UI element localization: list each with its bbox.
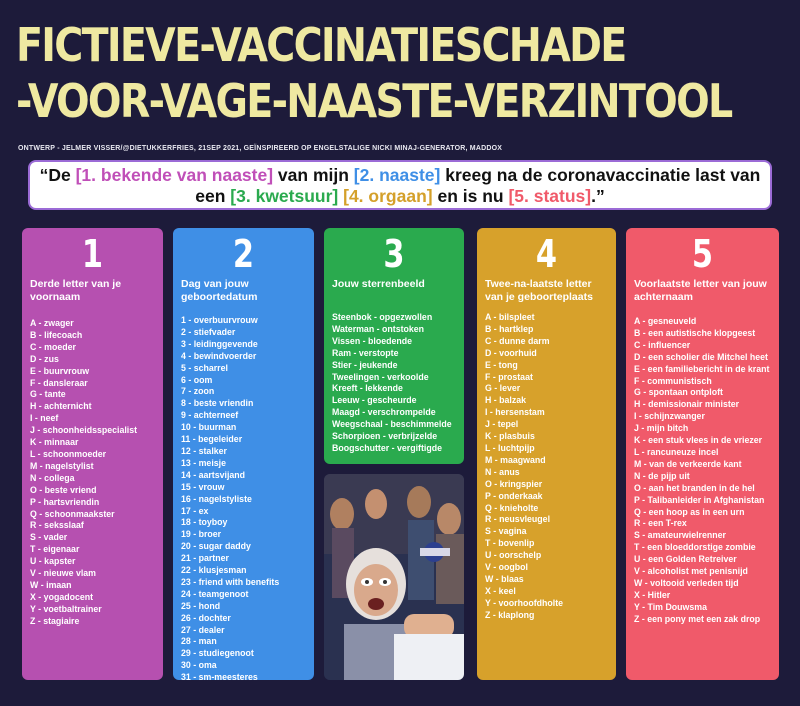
list-item: 24 - teamgenoot bbox=[181, 588, 249, 599]
list-item: I - hersenstam bbox=[485, 407, 545, 418]
list-item: M - maagwand bbox=[485, 454, 546, 465]
list-item: G - spontaan ontploft bbox=[634, 387, 723, 398]
list-item: Boogschutter - vergiftigde bbox=[332, 442, 442, 453]
crowd-photo-illustration bbox=[324, 474, 464, 680]
list-item: N - anus bbox=[485, 466, 520, 477]
column-5 bbox=[626, 228, 779, 680]
list-item: 29 - studiegenoot bbox=[181, 648, 254, 659]
list-item: Leeuw - gescheurde bbox=[332, 395, 417, 406]
list-item: O - aan het branden in de hel bbox=[634, 482, 755, 493]
list-item: Y - voorhoofdholte bbox=[485, 597, 564, 608]
list-item: 19 - broer bbox=[181, 529, 222, 540]
list-item: Weegschaal - beschimmelde bbox=[332, 419, 452, 430]
column-2 bbox=[173, 228, 314, 683]
column-number: 1 bbox=[81, 232, 104, 276]
placeholder-3: [3. kwetsuur] bbox=[230, 186, 339, 206]
item-list bbox=[30, 318, 161, 628]
quote-text: kreeg na de coronavaccinatie last van een bbox=[195, 165, 761, 206]
list-item: A - gesneuveld bbox=[634, 316, 697, 326]
list-item: P - Talibanleider in Afghanistan bbox=[634, 494, 765, 505]
item-list bbox=[485, 312, 614, 622]
list-item: S - vader bbox=[30, 532, 68, 543]
list-item: O - kringspier bbox=[485, 478, 543, 489]
list-item: 22 - klusjesman bbox=[181, 565, 247, 576]
list-item: 10 - buurman bbox=[181, 422, 237, 433]
list-item: O - beste vriend bbox=[30, 484, 97, 495]
list-item: U - kapster bbox=[30, 556, 76, 567]
list-item: F - dansleraar bbox=[30, 377, 88, 388]
list-item: T - een bloeddorstige zombie bbox=[634, 542, 756, 553]
list-item: 25 - hond bbox=[181, 600, 221, 611]
crowd-photo bbox=[324, 474, 464, 680]
list-item: S - amateurwielrenner bbox=[634, 530, 726, 541]
column-heading: Voorlaatste letter van jouw achternaam bbox=[634, 278, 767, 303]
list-item: 30 - oma bbox=[181, 660, 217, 671]
list-item: C - dunne darm bbox=[485, 335, 550, 346]
quote-text: “De bbox=[39, 165, 76, 185]
list-item: D - voorhuid bbox=[485, 347, 537, 358]
list-item: 17 - ex bbox=[181, 505, 209, 516]
list-item: 8 - beste vriendin bbox=[181, 398, 254, 409]
list-item: K - een stuk vlees in de vriezer bbox=[634, 435, 763, 446]
list-item: Tweelingen - verkoolde bbox=[332, 371, 429, 382]
list-item: V - oogbol bbox=[485, 562, 528, 573]
list-item: H - demissionair minister bbox=[634, 399, 740, 410]
list-item: L - schoonmoeder bbox=[30, 448, 107, 459]
list-item: L - luchtpijp bbox=[485, 442, 535, 453]
list-item: 7 - zoon bbox=[181, 386, 215, 397]
list-item: 27 - dealer bbox=[181, 624, 225, 635]
title-line-2: -VOOR-VAGE-NAASTE-VERZINTOOL bbox=[16, 74, 732, 128]
list-item: M - van de verkeerde kant bbox=[634, 458, 742, 469]
column-number: 5 bbox=[691, 232, 714, 276]
list-item: Q - schoonmaakster bbox=[30, 508, 115, 519]
list-item: Y - voetbaltrainer bbox=[30, 603, 102, 614]
list-item: W - imaan bbox=[30, 579, 72, 590]
list-item: Waterman - ontstoken bbox=[332, 323, 425, 334]
column-4 bbox=[477, 228, 616, 680]
list-item: Vissen - bloedende bbox=[332, 335, 413, 346]
list-item: U - oorschelp bbox=[485, 550, 542, 561]
list-item: J - tepel bbox=[485, 419, 519, 430]
list-item: 9 - achterneef bbox=[181, 410, 239, 421]
list-item: Kreeft - lekkende bbox=[332, 383, 403, 394]
list-item: 1 - overbuurvrouw bbox=[181, 315, 258, 325]
list-item: Stier - jeukende bbox=[332, 359, 398, 370]
credits: ONTWERP - JELMER VISSER/@DIETUKKERFRIES, 21SEP 2021, GEÏNSPIREERD OP ENGELSTALIGE NICKI MINAJ-GENERATOR, MADDOX bbox=[18, 145, 503, 152]
list-item: Steenbok - opgezwollen bbox=[332, 312, 433, 322]
list-item: D - zus bbox=[30, 353, 59, 364]
list-item: R - een T-rex bbox=[634, 518, 687, 529]
column-number: 2 bbox=[232, 232, 255, 276]
list-item: X - yogadocent bbox=[30, 591, 94, 602]
list-item: B - lifecoach bbox=[30, 329, 83, 340]
list-item: F - communistisch bbox=[634, 375, 712, 386]
list-item: 26 - dochter bbox=[181, 612, 231, 623]
list-item: K - minnaar bbox=[30, 437, 79, 448]
list-item: T - eigenaar bbox=[30, 544, 80, 555]
column-heading: Twee-na-laatste letter van je geboorteplaats bbox=[485, 278, 593, 303]
list-item: H - achternicht bbox=[30, 401, 92, 412]
list-item: 31 - sm-meesteres bbox=[181, 672, 258, 683]
list-item: X - Hitler bbox=[634, 589, 671, 600]
list-item: E - een familiebericht in de krant bbox=[634, 363, 770, 374]
list-item: E - tong bbox=[485, 359, 518, 370]
list-item: E - buurvrouw bbox=[30, 365, 90, 376]
list-item: A - zwager bbox=[30, 318, 74, 328]
item-list bbox=[332, 312, 462, 455]
list-item: 4 - bewindvoerder bbox=[181, 350, 257, 361]
list-item: V - alcoholist met penisnijd bbox=[634, 566, 748, 577]
column-1 bbox=[22, 228, 163, 680]
list-item: J - mijn bitch bbox=[634, 423, 689, 434]
list-item: Z - klaplong bbox=[485, 609, 535, 620]
quote-text: van mijn bbox=[273, 165, 354, 185]
list-item: 28 - man bbox=[181, 636, 217, 647]
list-item: I - neef bbox=[30, 413, 59, 424]
list-item: 16 - nagelstyliste bbox=[181, 493, 252, 504]
list-item: H - balzak bbox=[485, 395, 527, 406]
list-item: 18 - toyboy bbox=[181, 517, 228, 528]
column-heading: Jouw sterrenbeeld bbox=[332, 278, 425, 290]
list-item: W - voltooid verleden tijd bbox=[634, 577, 739, 588]
list-item: Q - knieholte bbox=[485, 502, 539, 513]
list-item: B - een autistische klopgeest bbox=[634, 327, 756, 338]
list-item: J - schoonheidsspecialist bbox=[30, 425, 138, 436]
template-sentence bbox=[28, 160, 772, 210]
list-item: X - keel bbox=[485, 585, 516, 596]
list-item: 12 - stalker bbox=[181, 445, 227, 456]
list-item: 14 - aartsvijand bbox=[181, 469, 246, 480]
column-heading: Dag van jouw geboortedatum bbox=[181, 278, 258, 303]
list-item: S - vagina bbox=[485, 526, 527, 537]
list-item: R - seksslaaf bbox=[30, 520, 84, 531]
list-item: 23 - friend with benefits bbox=[181, 576, 280, 587]
list-item: Ram - verstopte bbox=[332, 347, 399, 358]
list-item: Z - stagiaire bbox=[30, 615, 80, 626]
list-item: U - een Golden Retreiver bbox=[634, 554, 737, 565]
list-item: 15 - vrouw bbox=[181, 481, 225, 492]
column-number: 3 bbox=[383, 232, 405, 276]
placeholder-2: [2. naaste] bbox=[353, 165, 441, 185]
list-item: L - rancuneuze incel bbox=[634, 446, 719, 457]
list-item: B - hartklep bbox=[485, 323, 534, 334]
list-item: C - moeder bbox=[30, 341, 76, 352]
column-number: 4 bbox=[535, 232, 558, 276]
list-item: Schorpioen - verbrijzelde bbox=[332, 431, 438, 442]
list-item: P - hartsvriendin bbox=[30, 496, 100, 507]
list-item: I - schijnzwanger bbox=[634, 411, 705, 422]
list-item: 3 - leidinggevende bbox=[181, 338, 258, 349]
list-item: 6 - oom bbox=[181, 374, 213, 385]
list-item: P - onderkaak bbox=[485, 490, 543, 501]
list-item: 11 - begeleider bbox=[181, 434, 243, 445]
column-heading: Derde letter van je voornaam bbox=[30, 278, 122, 303]
list-item: 20 - sugar daddy bbox=[181, 541, 251, 552]
list-item: M - nagelstylist bbox=[30, 460, 94, 471]
list-item: G - lever bbox=[485, 383, 521, 394]
list-item: Q - een hoop as in een urn bbox=[634, 506, 745, 517]
quote-text: en is nu bbox=[432, 186, 509, 206]
placeholder-5: [5. status] bbox=[508, 186, 592, 206]
list-item: 2 - stiefvader bbox=[181, 326, 236, 337]
list-item: Z - een pony met een zak drop bbox=[634, 613, 761, 624]
list-item: T - bovenlip bbox=[485, 538, 535, 549]
list-item: 5 - scharrel bbox=[181, 362, 228, 373]
list-item: W - blaas bbox=[485, 573, 524, 584]
list-item: R - neusvleugel bbox=[485, 514, 551, 525]
list-item: N - de pijp uit bbox=[634, 470, 690, 481]
list-item: 21 - partner bbox=[181, 553, 229, 564]
list-item: C - influencer bbox=[634, 339, 691, 350]
list-item: F - prostaat bbox=[485, 371, 533, 382]
list-item: K - plasbuis bbox=[485, 431, 535, 442]
item-list bbox=[181, 315, 312, 684]
list-item: Maagd - verschrompelde bbox=[332, 407, 436, 418]
placeholder-1: [1. bekende van naaste] bbox=[75, 165, 274, 185]
list-item: G - tante bbox=[30, 389, 66, 400]
list-item: V - nieuwe vlam bbox=[30, 568, 96, 579]
list-item: D - een scholier die Mitchel heet bbox=[634, 351, 768, 362]
list-item: Y - Tim Douwsma bbox=[634, 601, 707, 612]
quote-text: .” bbox=[591, 186, 605, 206]
item-list bbox=[634, 316, 777, 626]
list-item: 13 - meisje bbox=[181, 457, 226, 468]
placeholder-4: [4. orgaan] bbox=[343, 186, 433, 206]
list-item: A - bilspleet bbox=[485, 312, 535, 322]
column-3 bbox=[324, 228, 464, 464]
title-line-1: FICTIEVE-VACCINATIESCHADE bbox=[16, 18, 626, 72]
list-item: N - collega bbox=[30, 472, 75, 483]
